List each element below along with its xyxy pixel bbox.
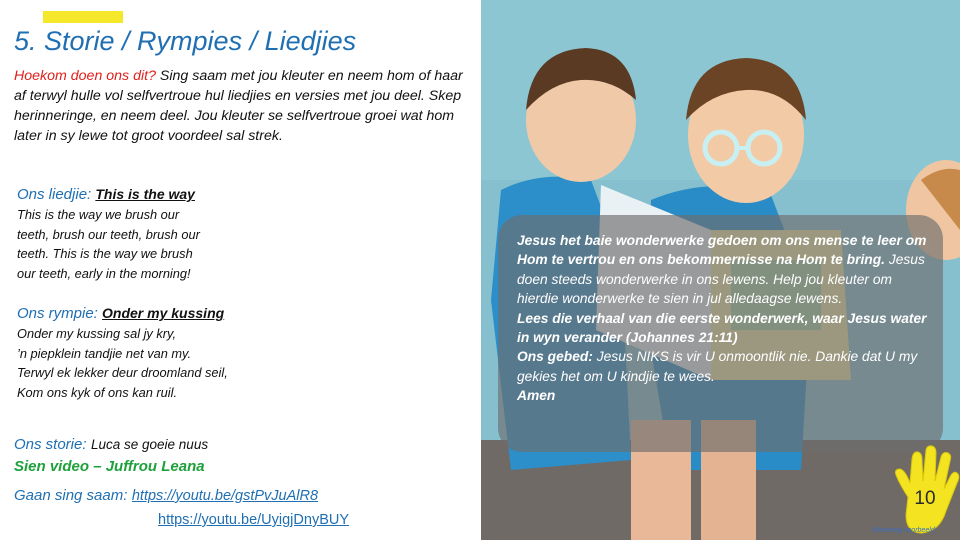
rhyme-line: Terwyl ek lekker deur droomland seil, <box>17 365 228 380</box>
rhyme-section <box>17 303 277 402</box>
story-title: Luca se goeie nuus <box>90 437 209 452</box>
youtube-link-2[interactable]: https://youtu.be/UyigjDnyBUY <box>158 512 350 528</box>
story-label: Ons storie: <box>14 436 87 453</box>
intro-paragraph <box>14 66 476 146</box>
rhyme-line: ’n piepklein tandjie net van my. <box>17 345 192 361</box>
page-title: 5. Storie / Rympies / Liedjies <box>14 26 357 56</box>
sing-along-line <box>14 487 318 505</box>
rhyme-title: Onder my kussing <box>102 305 225 321</box>
song-line: teeth, brush our teeth, brush our <box>17 226 200 242</box>
devotion-reading: Lees die verhaal van die eerste wonderwerk, waar Jesus water in wyn verander (Johannes 21:11) <box>517 310 927 346</box>
song-line: This is the way we brush our <box>17 207 180 222</box>
devotion-panel <box>498 215 943 452</box>
song-section <box>17 184 277 283</box>
page-number: 10 <box>914 488 936 509</box>
accent-bar <box>43 11 123 23</box>
devotion-intro-bold: Jesus het baie wonderwerke gedoen om ons mense te leer om Hom te vertrou en ons bekommernisse na Hom te bring. <box>517 233 927 268</box>
watermark: Kleuterog voorbeeld <box>872 527 935 534</box>
rhyme-label: Ons rympie: <box>17 305 98 322</box>
sing-along-label: Gaan sing saam: <box>14 487 128 504</box>
rhyme-line: Kom ons kyk of ons kan ruil. <box>17 384 178 400</box>
video-link[interactable]: Sien video – Juffrou Leana <box>14 458 205 475</box>
song-line: our teeth, early in the morning! <box>17 265 191 281</box>
song-title: This is the way <box>95 186 195 202</box>
song-label: Ons liedjie: <box>17 186 92 203</box>
amen-text: Amen <box>517 388 556 404</box>
youtube-link-1[interactable]: https://youtu.be/gstPvJuAlR8 <box>131 488 319 504</box>
song-line: teeth. This is the way we brush <box>17 246 193 261</box>
rhyme-line: Onder my kussing sal jy kry, <box>17 326 177 341</box>
story-line <box>14 436 208 454</box>
intro-question: Hoekom doen ons dit? <box>14 68 156 84</box>
prayer-label: Ons gebed: <box>517 349 593 365</box>
devotion-intro-text: Jesus doen steeds wonderwerke in ons lewens. Help jou kleuter om hierdie wonderwerke te sien in jul alledaagse lewens. <box>517 252 925 307</box>
prayer-text: Jesus NIKS is vir U onmoontlik nie. Dankie dat U my gekies het om U kindjie te wees. <box>517 349 918 384</box>
intro-body: Sing saam met jou kleuter en neem hom of haar af terwyl hulle vol selfvertroue hul liedjies en versies met jou deel. Skep herinneringe, en neem deel. Jou kleuter se selfvertroue groei wat hom later in sy lewe tot groot voordeel sal strek. <box>14 68 463 144</box>
